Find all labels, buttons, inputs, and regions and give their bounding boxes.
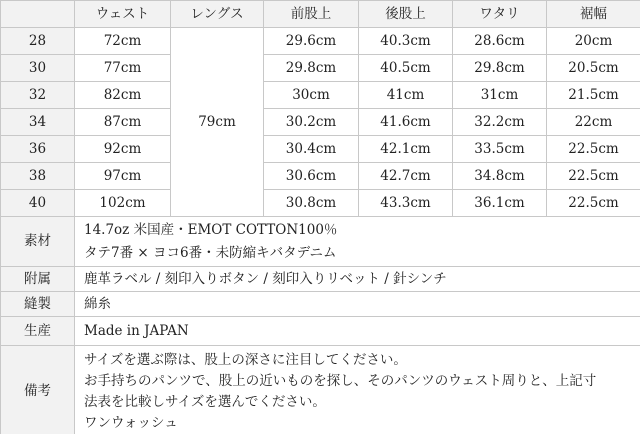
header-front-rise: 前股上 (264, 1, 359, 28)
header-row (1, 1, 640, 28)
front-rise-cell: 30.4cm (264, 136, 359, 163)
size-row (1, 28, 640, 55)
header-size (1, 1, 75, 28)
material-line: 14.7oz 米国産・EMOT COTTON100％ (84, 221, 338, 238)
size-row (1, 109, 640, 136)
hem-cell: 22.5cm (547, 190, 640, 217)
thread-row (1, 292, 640, 317)
front-rise-cell: 29.8cm (264, 55, 359, 82)
back-rise-cell: 41.6cm (359, 109, 453, 136)
size-row (1, 82, 640, 109)
notes-line: お手持ちのパンツで、股上の近いものを探し、そのパンツのウェスト周りと、上記寸 (84, 372, 597, 389)
hem-cell: 20cm (547, 28, 640, 55)
thread-label: 縫製 (1, 292, 75, 317)
waist-cell: 82cm (75, 82, 171, 109)
header-waist: ウェスト (75, 1, 171, 28)
header-back-rise: 後股上 (359, 1, 453, 28)
notes-line: ワンウォッシュ (84, 414, 178, 431)
size-row (1, 190, 640, 217)
length-cell: 79cm (171, 28, 264, 217)
hem-cell: 21.5cm (547, 82, 640, 109)
thigh-cell: 33.5cm (453, 136, 547, 163)
back-rise-cell: 40.5cm (359, 55, 453, 82)
size-row (1, 136, 640, 163)
parts-row (1, 267, 640, 292)
material-line: タテ7番 × ヨコ6番・未防縮キバタデニム (84, 244, 337, 261)
size-row (1, 163, 640, 190)
back-rise-cell: 40.3cm (359, 28, 453, 55)
back-rise-cell: 41cm (359, 82, 453, 109)
notes-line: サイズを選ぶ際は、股上の深さに注目してください。 (84, 351, 407, 368)
front-rise-cell: 30.6cm (264, 163, 359, 190)
size-label: 32 (1, 82, 75, 109)
back-rise-cell: 43.3cm (359, 190, 453, 217)
size-label: 34 (1, 109, 75, 136)
front-rise-cell: 30.8cm (264, 190, 359, 217)
header-hem: 裾幅 (547, 1, 640, 28)
waist-cell: 97cm (75, 163, 171, 190)
waist-cell: 102cm (75, 190, 171, 217)
thigh-cell: 32.2cm (453, 109, 547, 136)
front-rise-cell: 30cm (264, 82, 359, 109)
hem-cell: 22cm (547, 109, 640, 136)
size-label: 36 (1, 136, 75, 163)
waist-cell: 77cm (75, 55, 171, 82)
thigh-cell: 34.8cm (453, 163, 547, 190)
notes-line: 法表を比較しサイズを選んでください。 (84, 393, 326, 410)
origin-row (1, 317, 640, 346)
origin-label: 生産 (1, 317, 75, 346)
waist-cell: 72cm (75, 28, 171, 55)
hem-cell: 20.5cm (547, 55, 640, 82)
front-rise-cell: 30.2cm (264, 109, 359, 136)
notes-row (1, 346, 640, 434)
back-rise-cell: 42.1cm (359, 136, 453, 163)
material-value (75, 217, 640, 267)
thigh-cell: 29.8cm (453, 55, 547, 82)
thigh-cell: 36.1cm (453, 190, 547, 217)
notes-value (75, 346, 640, 434)
origin-value: Made in JAPAN (75, 317, 640, 346)
notes-label: 備考 (1, 346, 75, 434)
parts-value: 鹿革ラベル / 刻印入りボタン / 刻印入りリベット / 針シンチ (75, 267, 640, 292)
parts-label: 附属 (1, 267, 75, 292)
size-label: 30 (1, 55, 75, 82)
header-length: レングス (171, 1, 264, 28)
waist-cell: 87cm (75, 109, 171, 136)
thread-value: 綿糸 (75, 292, 640, 317)
size-label: 38 (1, 163, 75, 190)
waist-cell: 92cm (75, 136, 171, 163)
size-label: 28 (1, 28, 75, 55)
size-row (1, 55, 640, 82)
front-rise-cell: 29.6cm (264, 28, 359, 55)
size-label: 40 (1, 190, 75, 217)
header-thigh: ワタリ (453, 1, 547, 28)
back-rise-cell: 42.7cm (359, 163, 453, 190)
hem-cell: 22.5cm (547, 136, 640, 163)
thigh-cell: 31cm (453, 82, 547, 109)
material-label: 素材 (1, 217, 75, 267)
material-row (1, 217, 640, 267)
thigh-cell: 28.6cm (453, 28, 547, 55)
hem-cell: 22.5cm (547, 163, 640, 190)
